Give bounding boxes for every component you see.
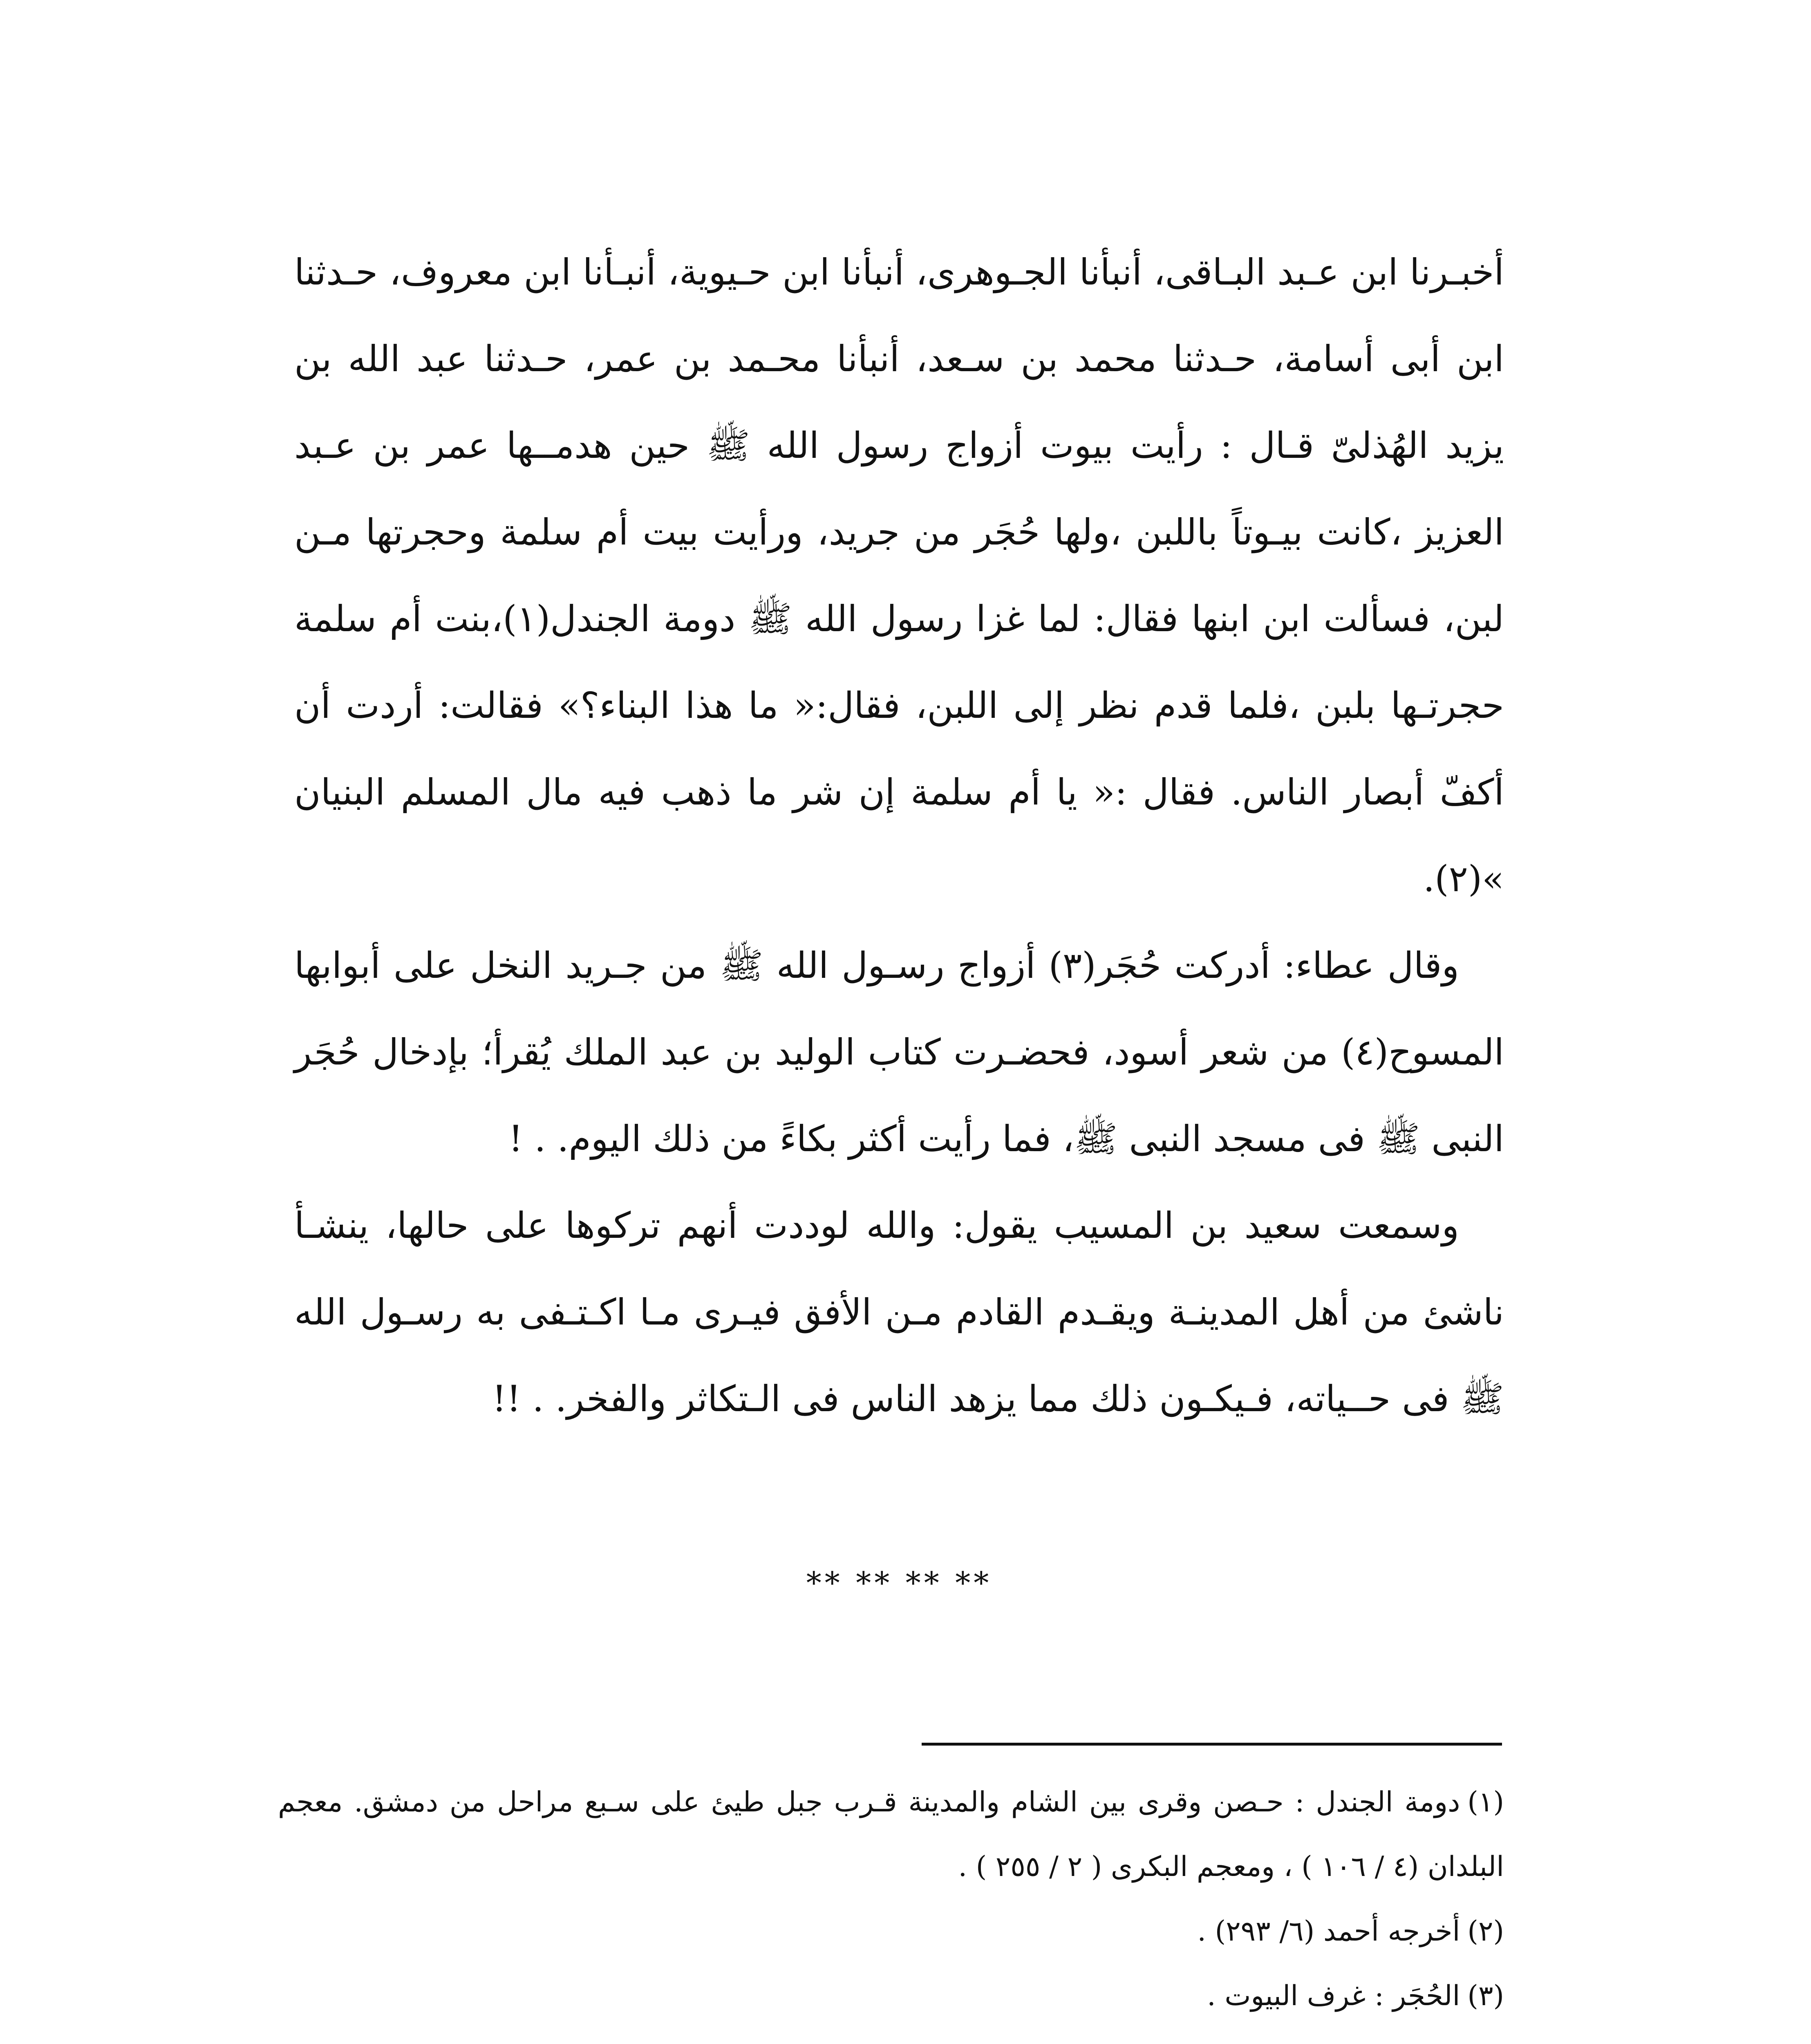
line: جريد، ورأيت بيت أم سلمة وحجرتها مـن لبن، فسألت ابن ابنها فقال: لما	[294, 511, 1504, 640]
line: أخبـرنا ابن عـبد البـاقى، أنبأنا الجـوهرى، أنبأنا ابن حـيوية، أنبـأنا ابن	[524, 251, 1504, 293]
line: على أبوابها المسوح(٤) من شعر أسود، فحضـرت كتاب الوليد بن عبد الملك	[294, 944, 1504, 1073]
line: ﷺ حين هدمــها عمر بن عـبد العزيز ،كانت بيـوتاً باللبن ،ولها حُجَر من	[294, 424, 1504, 553]
line: وقال عطاء: أدركت حُجَر(٣) أزواج رسـول الله ﷺ من جـريد النخل	[470, 944, 1459, 986]
line: يُقرأ؛ بإدخال حُجَر النبى ﷺ فى مسجد النبى ﷺ، فما رأيت أكثر بكاءً من	[294, 1031, 1504, 1160]
line: نظر إلى اللبن، فقال:« ما هذا البناء؟» فقالت: أردت أن أكفّ أبصار الناس.	[294, 684, 1504, 813]
footnote-2	[278, 1899, 1504, 1964]
footnote-separator-line	[922, 1743, 1502, 1746]
footnote-number: (٢)	[1467, 1915, 1504, 1948]
footnote-4	[278, 2028, 1504, 2044]
line: غزا رسول الله ﷺ دومة الجندل(١)،بنت أم سلمة حجرتـها بلبن ،فلما قدم	[294, 598, 1504, 726]
line: معروف، حـدثنا ابن أبى أسامة، حـدثنا محمد بن سـعد، أنبأنا محـمد بن	[294, 251, 1504, 380]
line: ينشـأ ناشئ من أهل المدينـة ويقـدم القادم مـن الأفق فيـرى مـا اكـتـفى به	[294, 1204, 1504, 1333]
footnote-text: الحُجَر : غرف البيوت .	[1207, 1980, 1460, 2012]
line: فقال :« يا أم سلمة إن شر ما ذهب فيه مال المسلم البنيان »(٢).	[294, 771, 1504, 900]
footnote-3	[278, 1964, 1504, 2028]
main-text	[294, 229, 1504, 1442]
footnote-text: دومة الجندل : حـصن وقرى بين الشام والمدينة قـرب جبل طيئ على سـبع مراحل من دمشق. معجم البلدان (٤ / ١٠٦ ) ، ومعجم البكرى ( ٢ / ٢٥٥ ) .	[278, 1786, 1504, 1883]
footnote-number	[1467, 2028, 1504, 2044]
footnote-number: (١)	[1467, 1786, 1504, 1818]
line: وسمعت سعيد بن المسيب يقول: والله لوددت أنهم تركوها على حالها،	[385, 1204, 1459, 1246]
line: رسـول الله ﷺ فى حــياته، فـيكـون ذلك مما يزهد الناس فى الـتكاثر	[294, 1291, 1504, 1420]
line: عمر، حـدثنا عبد الله بن يزيد الهُذلىّ قـال : رأيت بيوت أزواج رسول الله	[294, 338, 1504, 466]
line: ذلك اليوم. . !	[508, 1118, 710, 1160]
footnote-1	[278, 1770, 1504, 1899]
paragraph-3	[294, 1182, 1504, 1442]
paragraph-2	[294, 922, 1504, 1182]
line: والفخر. . !!	[492, 1378, 667, 1420]
footnote-text: أخرجه أحمد (٦/ ٢٩٣) .	[1197, 1915, 1460, 1948]
paragraph-1	[294, 229, 1504, 922]
footnotes	[278, 1770, 1504, 2044]
section-divider: ** ** ** **	[806, 1566, 992, 1601]
footnote-number: (٣)	[1467, 1980, 1504, 2012]
